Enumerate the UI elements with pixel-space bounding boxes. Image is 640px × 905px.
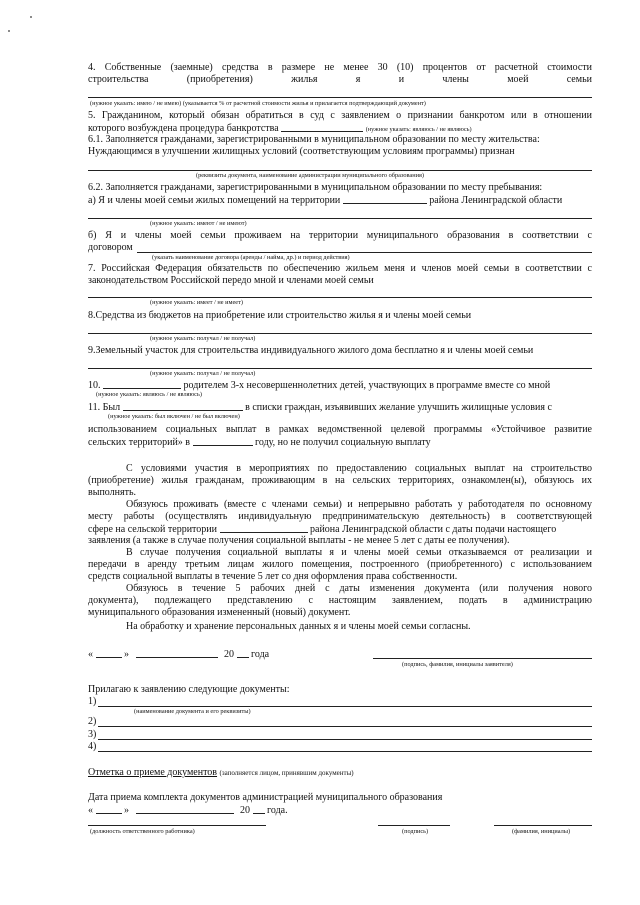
item-6-2-text-b: района Ленинградской области	[429, 195, 563, 206]
item-11-text-b: в списки граждан, изъявивших желание улучшить жилищные условия с	[245, 402, 552, 413]
conditions-a-line-2: (приобретение) жилья гражданам, проживающим в на сельских территориях, ознакомлен(ы), обязуюсь их	[88, 475, 592, 486]
item-8-note: (нужное указать: получал / не получал)	[150, 335, 256, 342]
item-6-2-underline	[88, 218, 592, 219]
item-5-note: (нужное указать: являюсь / не являюсь)	[365, 126, 472, 133]
item-10-blank[interactable]	[103, 379, 181, 389]
item-4-line-2: строительства (приобретения) жилья я и члены моей семьи	[88, 74, 592, 85]
item-7-underline	[88, 297, 592, 298]
item-6-2-b-line-1: б) Я и члены моей семьи проживаем на территории муниципального образования в соответствии с	[88, 230, 592, 241]
applicant-month-blank[interactable]	[136, 648, 218, 658]
item-5-text: которого возбуждена процедура банкротства	[88, 123, 279, 134]
receipt-date-text: Дата приема комплекта документов администрацией муниципального образования	[88, 792, 443, 803]
item-10-text: родителем 3-х несовершеннолетних детей, участвующих в программе вместе со мной	[183, 380, 551, 391]
item-7-line-1: 7. Российская Федерация обязательств по обеспечению жильем меня и членов моей семьи в соответствии с	[88, 263, 592, 274]
item-9-note: (нужное указать: получал / не получал)	[150, 370, 256, 377]
item-6-2-note: (нужное указать: имеют / не имеют)	[150, 220, 247, 227]
conditions-c-line-2: передачи в аренду третьим лицам жилого помещения, построенного (приобретенного) с использованием	[88, 559, 592, 570]
receipt-name-line[interactable]	[494, 825, 592, 826]
scan-speck	[30, 16, 32, 18]
item-9-underline	[88, 368, 592, 369]
applicant-year-prefix: 20	[224, 649, 234, 660]
receipt-heading-note: (заполняется лицом, принявшим документы)	[219, 769, 354, 777]
applicant-signature-note: (подпись, фамилия, инициалы заявителя)	[402, 661, 513, 668]
receipt-date-open-quote: «	[88, 805, 93, 816]
item-11-line-2: использованием социальных выплат в рамках ведомственной целевой программы «Устойчивое развитие	[88, 424, 592, 435]
item-6-2-district-blank[interactable]	[343, 194, 427, 204]
attachments-heading: Прилагаю к заявлению следующие документы:	[88, 684, 290, 695]
item-4-underline	[88, 97, 592, 98]
conditions-d-line-1: Обязуюсь в течение 5 рабочих дней с даты изменения документа (или получения нового	[126, 583, 592, 594]
item-8-line-1: 8.Средства из бюджетов на приобретение или строительство жилья я и члены моей семьи	[88, 310, 472, 321]
item-11-text-d: году, но не получил социальную выплату	[255, 437, 431, 448]
item-5-line-1: 5. Гражданином, который обязан обратиться в суд с заявлением о признании банкротом или в отношении	[88, 110, 592, 121]
conditions-c-line-1: В случае получения социальной выплаты я и члены моей семьи отказываемся от реализации и	[126, 547, 592, 558]
conditions-d-line-3: муниципального образования измененный (новый) документ.	[88, 607, 351, 618]
item-6-1-line-2: Нуждающимся в улучшении жилищных условий (соответствующим условиям программы) признан	[88, 146, 515, 157]
conditions-a-line-1: С условиями участия в мероприятиях по предоставлению социальных выплат на строительство	[126, 463, 592, 474]
item-6-1-underline	[88, 170, 592, 171]
item-11-line-3	[88, 436, 431, 449]
item-7-note: (нужное указать: имеет / не имеет)	[150, 299, 243, 306]
attachment-2-label: 2)	[88, 716, 97, 727]
receipt-year-suffix: года.	[267, 805, 288, 816]
receipt-position-line[interactable]	[88, 825, 266, 826]
conditions-e-line-1: На обработку и хранение персональных данных я и члены моей семьи согласны.	[126, 621, 471, 632]
conditions-a-line-3: выполнять.	[88, 487, 137, 498]
item-6-2-b-contract-blank[interactable]	[137, 252, 592, 253]
receipt-date-close-quote: »	[124, 805, 129, 816]
receipt-year-blank[interactable]	[253, 804, 265, 814]
conditions-b-line-2: месту работы (осуществлять индивидуальную предпринимательскую деятельность) в соответствующей	[88, 511, 592, 522]
item-10-note: (нужное указать: являюсь / не являюсь)	[96, 391, 202, 398]
applicant-date-open-quote: «	[88, 649, 93, 660]
attachment-3-label: 3)	[88, 729, 97, 740]
applicant-date-line	[88, 648, 269, 661]
receipt-date-line	[88, 804, 288, 817]
item-6-2-b-note: (указать наименование договора (аренды / найма, др.) и период действия)	[152, 254, 350, 261]
conditions-b-line-1: Обязуюсь проживать (вместе с членами семьи) и непрерывно работать у работодателя по основному	[126, 499, 592, 510]
item-6-2-line-2	[88, 194, 562, 207]
receipt-signature-line[interactable]	[378, 825, 450, 826]
item-5-blank[interactable]	[281, 122, 363, 132]
item-6-1-note: (реквизиты документа, наименование администрации муниципального образования)	[196, 172, 424, 179]
receipt-year-prefix: 20	[240, 805, 250, 816]
item-11-text-a: 11. Был	[88, 402, 121, 413]
conditions-b-text-a: сфере на сельской территории	[88, 524, 217, 535]
item-11-note: (нужное указать: был включен / не был включен)	[108, 413, 240, 420]
receipt-heading-line	[88, 767, 354, 779]
item-11-blank[interactable]	[123, 401, 243, 411]
item-10-number: 10.	[88, 380, 101, 391]
applicant-year-blank[interactable]	[237, 648, 249, 658]
attachment-1-line[interactable]	[98, 706, 592, 707]
applicant-year-suffix: года	[251, 649, 270, 660]
conditions-b-territory-blank[interactable]	[220, 523, 308, 533]
conditions-c-line-3: средств социальной выплаты в течение 5 лет со дня оформления права собственности.	[88, 571, 458, 582]
receipt-heading: Отметка о приеме документов	[88, 767, 218, 778]
applicant-signature-line[interactable]	[373, 658, 592, 659]
item-6-2-text-a: а) Я и члены моей семьи жилых помещений на территории	[88, 195, 341, 206]
attachment-3-line[interactable]	[98, 739, 592, 740]
item-11-year-blank[interactable]	[193, 436, 253, 446]
attachment-1-label: 1)	[88, 696, 97, 707]
attachment-2-line[interactable]	[98, 726, 592, 727]
item-4-line-1: 4. Собственные (заемные) средства в размере не менее 30 (10) процентов от расчетной стоимости	[88, 62, 592, 73]
receipt-name-note: (фамилия, инициалы)	[512, 828, 571, 835]
item-6-1-line-1: 6.1. Заполняется гражданами, зарегистрированными в муниципальном образовании по месту жительства:	[88, 134, 540, 145]
conditions-d-line-2: документа), подлежащего представлению с настоящим заявлением, подать в администрацию	[88, 595, 592, 606]
attachments-note: (наименование документа и его реквизиты)	[134, 708, 251, 715]
conditions-b-text-b: района Ленинградской области с даты подачи настоящего	[310, 524, 557, 535]
item-9-line-1: 9.Земельный участок для строительства индивидуального жилого дома бесплатно я и члены моей семьи	[88, 345, 534, 356]
item-8-underline	[88, 333, 592, 334]
item-11-text-c: сельских территорий» в	[88, 437, 191, 448]
scan-speck	[8, 30, 10, 32]
applicant-date-close-quote: »	[124, 649, 129, 660]
receipt-position-note: (должность ответственного работника)	[90, 828, 195, 835]
applicant-day-blank[interactable]	[96, 648, 122, 658]
attachment-4-label: 4)	[88, 741, 97, 752]
attachment-4-line[interactable]	[98, 751, 592, 752]
receipt-month-blank[interactable]	[136, 804, 234, 814]
item-6-2-line-1: 6.2. Заполняется гражданами, зарегистрированными в муниципальном образовании по месту пребывания:	[88, 182, 543, 193]
item-7-line-2: законодательством Российской передо мной и членами моей семьи	[88, 275, 374, 286]
item-4-note: (нужное указать: имею / не имею) (указывается % от расчетной стоимости жилья и прилагается подтверждающий документ)	[90, 100, 426, 107]
item-6-2-b-line-2: договором	[88, 242, 133, 253]
receipt-signature-note: (подпись)	[402, 828, 429, 835]
receipt-day-blank[interactable]	[96, 804, 122, 814]
conditions-b-line-4: заявления (а также в случае получения социальной выплаты - не менее 5 лет с даты ее получения).	[88, 535, 510, 546]
